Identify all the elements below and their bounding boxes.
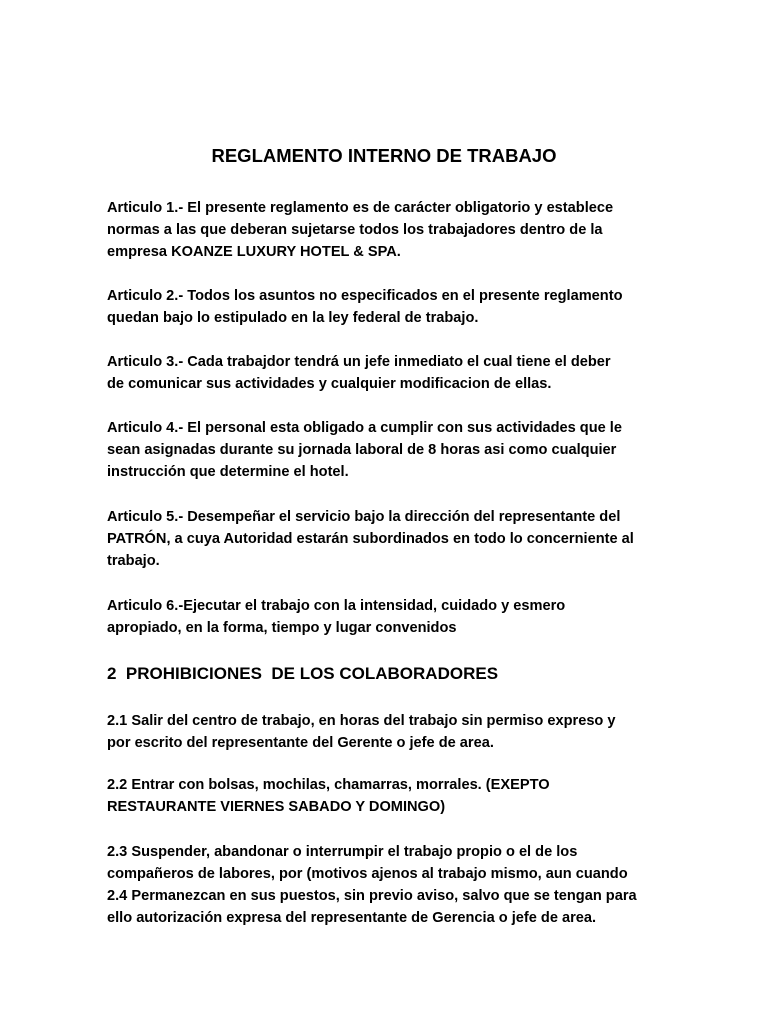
prohibition-2-1: 2.1 Salir del centro de trabajo, en horas del trabajo sin permiso expreso y por escrito del representante del Gerente o jefe de area. bbox=[107, 713, 616, 751]
article-4: Articulo 4.- El personal esta obligado a cumplir con sus actividades que le sean asignadas durante su jornada laboral de 8 horas asi como cualquier instrucción que determine el hotel. bbox=[107, 420, 622, 480]
article-6: Articulo 6.-Ejecutar el trabajo con la intensidad, cuidado y esmero apropiado, en la forma, tiempo y lugar convenidos bbox=[107, 598, 566, 636]
section-heading-prohibiciones: 2 PROHIBICIONES DE LOS COLABORADORES bbox=[107, 664, 499, 683]
document-title: REGLAMENTO INTERNO DE TRABAJO bbox=[211, 145, 557, 166]
prohibition-2-3-2-4: 2.3 Suspender, abandonar o interrumpir el trabajo propio o el de los compañeros de labores, por (motivos ajenos al trabajo mismo, aun cuando 2.4 Permanezcan en sus puestos, sin previo aviso, salvo que se tengan para ello autorización expresa del representante de Gerencia o jefe de area. bbox=[107, 844, 637, 926]
article-2: Articulo 2.- Todos los asuntos no especificados en el presente reglamento quedan bajo lo estipulado en la ley federal de trabajo. bbox=[107, 288, 623, 326]
article-3: Articulo 3.- Cada trabajdor tendrá un jefe inmediato el cual tiene el deber de comunicar sus actividades y cualquier modificacion de ellas. bbox=[107, 354, 611, 392]
article-1: Articulo 1.- El presente reglamento es de carácter obligatorio y establece normas a las que deberan sujetarse todos los trabajadores dentro de la empresa KOANZE LUXURY HOTEL & SPA. bbox=[107, 200, 614, 260]
prohibition-2-2: 2.2 Entrar con bolsas, mochilas, chamarras, morrales. (EXEPTO RESTAURANTE VIERNES SABADO Y DOMINGO) bbox=[107, 777, 550, 815]
article-5: Articulo 5.- Desempeñar el servicio bajo la dirección del representante del PATRÓN, a cuya Autoridad estarán subordinados en todo lo concerniente al trabajo. bbox=[107, 509, 634, 569]
